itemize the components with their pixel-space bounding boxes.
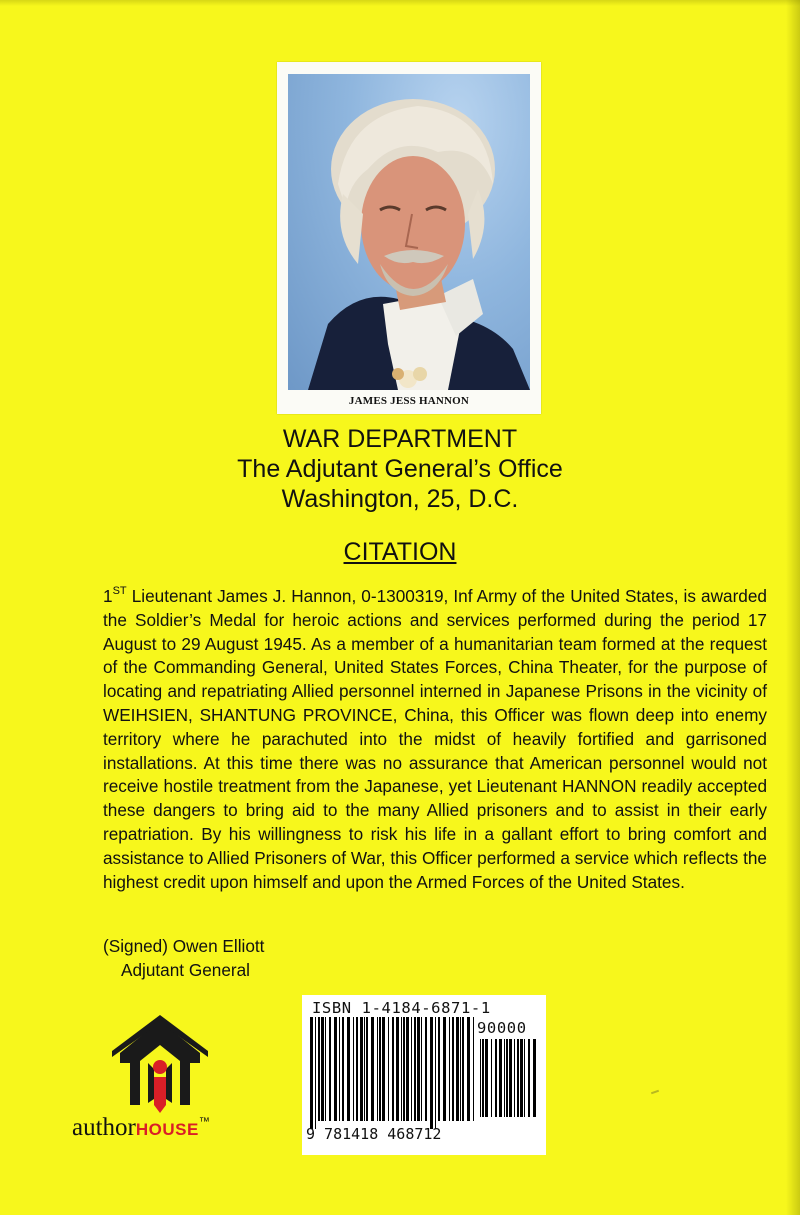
- barcode-bar: [509, 1039, 512, 1117]
- barcode-bar: [517, 1039, 519, 1117]
- barcode-bar: [315, 1017, 316, 1129]
- barcode-bar: [403, 1017, 405, 1121]
- barcode-bar: [388, 1017, 389, 1121]
- barcode-bar: [520, 1039, 523, 1117]
- barcode-bar: [396, 1017, 399, 1121]
- barcode-bar: [318, 1017, 320, 1121]
- barcode-bar: [482, 1039, 484, 1117]
- barcode-bar: [401, 1017, 402, 1121]
- addon-barcode-bars: [480, 1039, 538, 1125]
- portrait-illustration: [288, 74, 530, 390]
- barcode-bar: [406, 1017, 409, 1121]
- barcode-bar: [342, 1017, 344, 1121]
- isbn-barcode: [302, 995, 546, 1155]
- barcode-bar: [414, 1017, 416, 1121]
- barcode-bar: [480, 1039, 481, 1117]
- barcode-bar: [366, 1017, 368, 1121]
- citation-title: CITATION: [343, 538, 457, 566]
- citation-body: [103, 585, 767, 894]
- top-edge-shadow: [0, 0, 800, 6]
- heading-line-2: The Adjutant General’s Office: [237, 455, 563, 483]
- barcode-bar: [425, 1017, 427, 1121]
- barcode-bar: [379, 1017, 381, 1121]
- ean-barcode-bars: [310, 1017, 476, 1129]
- signature-block: [103, 934, 264, 982]
- signed-name: (Signed) Owen Elliott: [103, 936, 265, 956]
- price-code: 90000: [477, 1019, 527, 1037]
- barcode-bar: [528, 1039, 530, 1117]
- barcode-bar: [329, 1017, 331, 1121]
- barcode-bar: [392, 1017, 394, 1121]
- barcode-bar: [360, 1017, 363, 1121]
- barcode-bar: [533, 1039, 536, 1117]
- barcode-bar: [473, 1017, 474, 1121]
- barcode-bar: [456, 1017, 459, 1121]
- authorhouse-emblem-icon: [110, 1015, 210, 1115]
- barcode-bar: [430, 1017, 433, 1129]
- barcode-bar: [443, 1017, 446, 1121]
- barcode-bar: [514, 1039, 515, 1117]
- right-edge-shadow: [786, 0, 800, 1215]
- barcode-bar: [467, 1017, 470, 1121]
- barcode-bar: [310, 1017, 313, 1129]
- author-photo-card: [277, 62, 541, 414]
- barcode-bar: [495, 1039, 497, 1117]
- publisher-name: [72, 1114, 210, 1142]
- barcode-bar: [524, 1039, 525, 1117]
- publisher-name-author: author: [72, 1114, 136, 1141]
- barcode-bar: [452, 1017, 454, 1121]
- rank-prefix: 1: [103, 586, 113, 606]
- department-heading: [0, 424, 800, 514]
- barcode-bar: [339, 1017, 340, 1121]
- barcode-bar: [499, 1039, 502, 1117]
- barcode-bar: [417, 1017, 420, 1121]
- barcode-bar: [504, 1039, 505, 1117]
- signer-title: Adjutant General: [121, 960, 250, 980]
- author-portrait: [288, 74, 530, 390]
- barcode-bar: [462, 1017, 464, 1121]
- barcode-bar: [334, 1017, 337, 1121]
- barcode-bar: [411, 1017, 412, 1121]
- barcode-bar: [506, 1039, 508, 1117]
- barcode-bar: [325, 1017, 326, 1121]
- heading-line-3: Washington, 25, D.C.: [281, 485, 519, 513]
- barcode-bar: [377, 1017, 378, 1121]
- isbn-number: ISBN 1-4184-6871-1: [312, 999, 491, 1017]
- barcode-bar: [421, 1017, 422, 1121]
- barcode-bar: [321, 1017, 324, 1121]
- barcode-bar: [353, 1017, 354, 1121]
- barcode-bar: [435, 1017, 436, 1129]
- barcode-bar: [438, 1017, 440, 1121]
- heading-line-1: WAR DEPARTMENT: [282, 425, 518, 453]
- rank-superscript: ST: [112, 585, 127, 598]
- publisher-name-house: HOUSE: [135, 1120, 199, 1139]
- barcode-bar: [382, 1017, 385, 1121]
- citation-paragraph: Lieutenant James J. Hannon, 0-1300319, Inf Army of the United States, is awarded the Soldier’s Medal for heroic actions and services performed during the period 17 August to 29 August 1945. As a member of a humanitarian team formed at the request of the Commanding General, United States Forces, China Theater, for the purpose of locating and repatriating Allied personnel interned in Japanese Prisons in the vicinity of WEIHSIEN, SHANTUNG PROVINCE, China, this Officer was flown deep into enemy territory where he parachuted into the midst of heavily fortified and garrisoned installations. At this time there was no assurance that American personnel would not receive hostile treatment from the Japanese, yet Lieutenant HANNON readily accepted these dangers to bring aid to the many Allied prisoners and to assist in their early repatriation. By his willingness to risk his life in a gallant effort to bring comfort and assistance to Allied Prisoners of War, this Officer performed a service which reflects the highest credit upon himself and upon the Armed Forces of the United States.: [103, 586, 767, 892]
- barcode-bar: [449, 1017, 450, 1121]
- trademark-symbol: ™: [198, 1116, 210, 1128]
- barcode-digits: 9 781418 468712: [306, 1125, 442, 1143]
- photo-caption: JAMES JESS HANNON: [348, 395, 470, 407]
- barcode-bar: [347, 1017, 350, 1121]
- barcode-bar: [491, 1039, 492, 1117]
- publisher-logo: [66, 1015, 266, 1155]
- barcode-bar: [364, 1017, 365, 1121]
- barcode-bar: [485, 1039, 488, 1117]
- barcode-bar: [371, 1017, 374, 1121]
- scan-speck: [651, 1090, 659, 1095]
- barcode-bar: [356, 1017, 358, 1121]
- barcode-bar: [460, 1017, 461, 1121]
